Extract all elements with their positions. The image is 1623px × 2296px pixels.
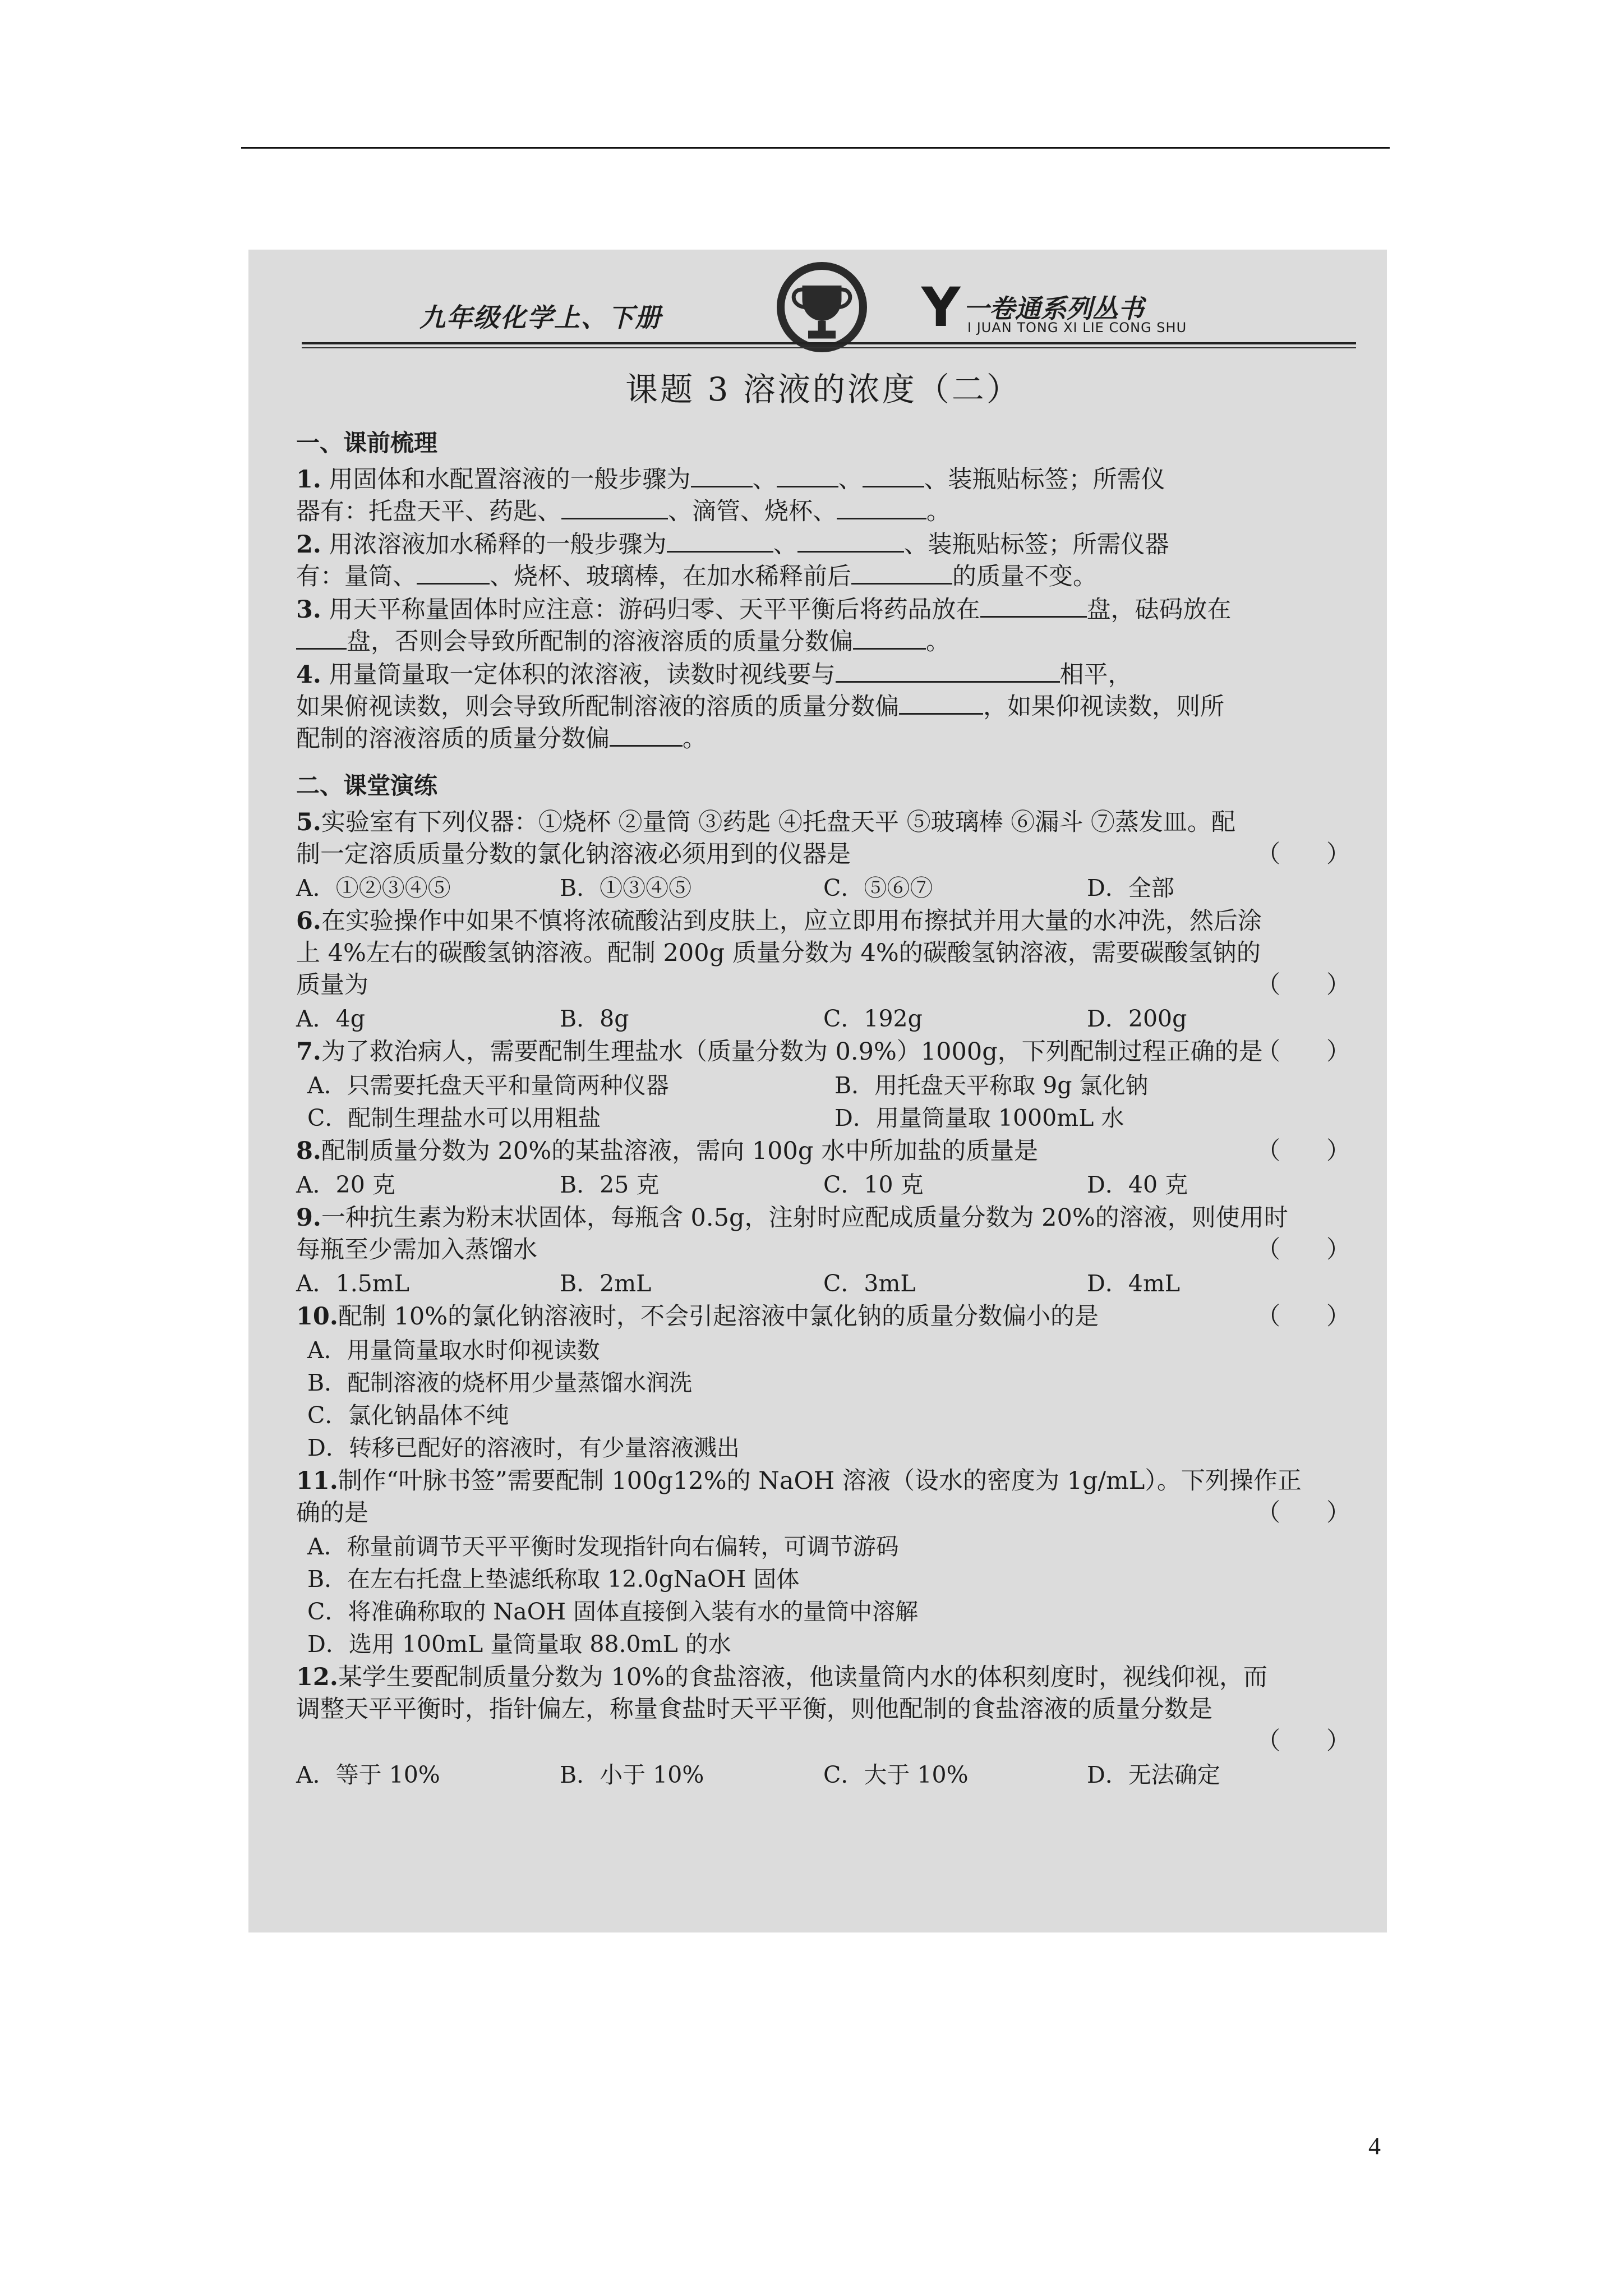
question-text: 确的是 xyxy=(296,1499,368,1527)
question-number: 3. xyxy=(296,596,321,624)
question-text: 制一定溶质质量分数的氯化钠溶液必须用到的仪器是 xyxy=(296,840,851,868)
answer-parentheses[interactable]: （ ） xyxy=(1256,840,1350,868)
worksheet-content xyxy=(296,351,1350,1791)
header-rule xyxy=(302,342,1356,344)
option-b[interactable]: B．在左右托盘上垫滤纸称取 12.0gNaOH 固体 xyxy=(307,1566,800,1593)
question-number: 5. xyxy=(296,808,321,836)
question-text: 实验室有下列仪器：①烧杯 ②量筒 ③药匙 ④托盘天平 ⑤玻璃棒 ⑥漏斗 ⑦蒸发皿。配 xyxy=(321,808,1235,836)
section-title-2: 二、课堂演练 xyxy=(296,772,438,799)
question-text: 制作“叶脉书签”需要配制 100g12%的 NaOH 溶液（设水的密度为 1g/mL）。下列操作正 xyxy=(338,1467,1302,1495)
options-row xyxy=(296,1069,1350,1102)
series-left-title: 九年级化学上、下册 xyxy=(419,302,662,333)
book-header xyxy=(248,250,1387,356)
question-text: 质量为 xyxy=(296,971,368,999)
option-d[interactable]: D．40 克 xyxy=(1087,1171,1188,1198)
question-text: 上 4%左右的碳酸氢钠溶液。配制 200g 质量分数为 4%的碳酸氢钠溶液，需要碳酸氢钠的 xyxy=(296,939,1261,967)
question-6 xyxy=(296,905,1350,1001)
option-a[interactable]: A．1.5mL xyxy=(296,1270,409,1297)
options-row xyxy=(296,1002,1350,1035)
question-9 xyxy=(296,1202,1350,1266)
question-text: 在实验操作中如果不慎将浓硫酸沾到皮肤上，应立即用布擦拭并用大量的水冲洗，然后涂 xyxy=(321,907,1262,935)
question-text: 每瓶至少需加入蒸馏水 xyxy=(296,1236,537,1264)
question-number: 2. xyxy=(296,531,321,559)
options-row xyxy=(296,1759,1350,1791)
answer-blank[interactable] xyxy=(417,564,490,585)
question-text: 为了救治病人，需要配制生理盐水（质量分数为 0.9%）1000g，下列配制过程正确的是 xyxy=(321,1038,1263,1066)
option-c[interactable]: C．大于 10% xyxy=(823,1761,969,1788)
answer-parentheses[interactable]: （ ） xyxy=(1256,1236,1350,1264)
question-number: 11. xyxy=(296,1467,338,1495)
option-d[interactable]: D．用量筒量取 1000mL 水 xyxy=(834,1105,1124,1131)
option-c[interactable]: C．⑤⑥⑦ xyxy=(823,875,933,901)
options-row xyxy=(296,1168,1350,1201)
options-row xyxy=(296,872,1350,904)
answer-blank[interactable] xyxy=(899,694,983,715)
answer-parentheses[interactable]: （ ） xyxy=(1256,1303,1350,1331)
question-number: 10. xyxy=(296,1303,338,1331)
option-d[interactable]: D．200g xyxy=(1087,1005,1187,1032)
question-10 xyxy=(296,1301,1350,1333)
question-text: 、 xyxy=(838,466,863,494)
question-number: 1. xyxy=(296,466,321,494)
option-d[interactable]: D．全部 xyxy=(1087,875,1174,901)
question-text: 用天平称量固体时应注意：游码归零、天平平衡后将药品放在 xyxy=(329,596,980,624)
option-a[interactable]: A．只需要托盘天平和量筒两种仪器 xyxy=(307,1072,669,1099)
question-text: 、装瓶贴标签；所需仪 xyxy=(924,466,1165,494)
question-5 xyxy=(296,807,1350,871)
question-text: 盘，否则会导致所配制的溶液溶质的质量分数偏 xyxy=(347,628,853,656)
page-number: 4 xyxy=(1368,2132,1381,2160)
answer-blank[interactable] xyxy=(980,597,1087,618)
question-text: 。 xyxy=(683,725,707,753)
question-text: 器有：托盘天平、药匙、 xyxy=(296,498,561,526)
question-12 xyxy=(296,1662,1350,1757)
option-a[interactable]: A．①②③④⑤ xyxy=(296,875,451,901)
answer-parentheses[interactable]: （ ） xyxy=(1256,971,1350,999)
series-right-title xyxy=(921,276,1187,339)
question-text: 、滴管、烧杯、 xyxy=(668,498,837,526)
answer-blank[interactable] xyxy=(691,467,753,487)
option-d[interactable]: D．无法确定 xyxy=(1087,1761,1220,1788)
options-row xyxy=(296,1267,1350,1300)
answer-blank[interactable] xyxy=(561,499,668,519)
question-11 xyxy=(296,1465,1350,1529)
answer-parentheses[interactable]: （ ） xyxy=(1256,1038,1350,1066)
option-c[interactable]: C．配制生理盐水可以用粗盐 xyxy=(307,1105,601,1131)
question-text: 调整天平平衡时，指针偏左，称量食盐时天平平衡，则他配制的食盐溶液的质量分数是 xyxy=(296,1695,1212,1723)
option-c[interactable]: C．10 克 xyxy=(823,1171,924,1198)
options-row xyxy=(296,1102,1350,1134)
question-text: 用量筒量取一定体积的浓溶液，读数时视线要与 xyxy=(329,661,836,689)
question-3 xyxy=(296,594,1350,658)
option-b[interactable]: B．配制溶液的烧杯用少量蒸馏水润洗 xyxy=(307,1369,693,1396)
answer-blank[interactable] xyxy=(777,467,838,487)
answer-parentheses[interactable]: （ ） xyxy=(1256,1499,1350,1527)
answer-blank[interactable] xyxy=(667,532,773,553)
question-1 xyxy=(296,464,1350,528)
question-text: 配制质量分数为 20%的某盐溶液，需向 100g 水中所加盐的质量是 xyxy=(321,1137,1039,1165)
trophy-emblem-icon xyxy=(773,258,871,356)
option-a[interactable]: A．4g xyxy=(296,1005,365,1032)
question-text: 、装瓶贴标签；所需仪器 xyxy=(903,531,1169,559)
question-text: 配制的溶液溶质的质量分数偏 xyxy=(296,725,610,753)
question-text: 、 xyxy=(773,531,797,559)
question-text: 相平， xyxy=(1059,661,1132,689)
option-b[interactable]: B．25 克 xyxy=(560,1171,660,1198)
option-d[interactable]: D．选用 100mL 量筒量取 88.0mL 的水 xyxy=(307,1631,731,1658)
question-number: 9. xyxy=(296,1204,321,1232)
question-text: 某学生要配制质量分数为 10%的食盐溶液，他读量筒内水的体积刻度时，视线仰视，而 xyxy=(338,1663,1268,1691)
question-text: 。 xyxy=(926,498,951,526)
answer-blank[interactable] xyxy=(296,629,347,650)
answer-blank[interactable] xyxy=(853,629,926,650)
question-number: 4. xyxy=(296,661,321,689)
page-top-rule xyxy=(241,147,1390,149)
question-number: 7. xyxy=(296,1038,321,1066)
question-text: 。 xyxy=(926,628,950,656)
question-number: 12. xyxy=(296,1663,338,1691)
lesson-title: 课题 3 溶液的浓度（二） xyxy=(625,370,1021,408)
question-text: 盘，砝码放在 xyxy=(1086,596,1232,624)
question-number: 6. xyxy=(296,907,321,935)
answer-parentheses[interactable]: （ ） xyxy=(1256,1137,1350,1165)
question-text: 的质量不变。 xyxy=(952,563,1097,591)
option-a[interactable]: A．等于 10% xyxy=(296,1761,440,1788)
option-b[interactable]: B．2mL xyxy=(560,1270,652,1297)
header-rule-thin xyxy=(302,347,1356,348)
question-7 xyxy=(296,1036,1350,1068)
section-title-1: 一、课前梳理 xyxy=(296,429,438,457)
option-b[interactable]: B．小于 10% xyxy=(560,1761,704,1788)
option-d[interactable]: D．4mL xyxy=(1087,1270,1181,1297)
answer-parentheses[interactable]: （ ） xyxy=(1256,1727,1350,1755)
question-text: 配制 10%的氯化钠溶液时，不会引起溶液中氯化钠的质量分数偏小的是 xyxy=(338,1303,1099,1331)
question-text: 用固体和水配置溶液的一般步骤为 xyxy=(329,466,691,494)
option-c[interactable]: C．3mL xyxy=(823,1270,916,1297)
option-c[interactable]: C．192g xyxy=(823,1005,923,1032)
option-b[interactable]: B．用托盘天平称取 9g 氯化钠 xyxy=(834,1072,1149,1099)
series-pinyin: I JUAN TONG XI LIE CONG SHU xyxy=(967,320,1187,335)
answer-blank[interactable] xyxy=(836,662,1060,683)
option-d[interactable]: D．转移已配好的溶液时，有少量溶液溅出 xyxy=(307,1434,740,1461)
answer-blank[interactable] xyxy=(863,467,924,487)
option-c[interactable]: C．将准确称取的 NaOH 固体直接倒入装有水的量筒中溶解 xyxy=(307,1598,919,1625)
question-text: 、 xyxy=(752,466,777,494)
question-text: 一种抗生素为粉末状固体，每瓶含 0.5g，注射时应配成质量分数为 20%的溶液，则使用时 xyxy=(321,1204,1288,1232)
series-name: 一卷通系列丛书 xyxy=(963,293,1144,324)
question-2 xyxy=(296,529,1350,593)
option-b[interactable]: B．①③④⑤ xyxy=(560,875,692,901)
answer-blank[interactable] xyxy=(837,499,926,519)
question-text: 、烧杯、玻璃棒，在加水稀释前后 xyxy=(490,563,851,591)
question-8 xyxy=(296,1135,1350,1167)
answer-blank[interactable] xyxy=(851,564,952,585)
question-text: 有：量筒、 xyxy=(296,563,417,591)
series-mark: Y xyxy=(921,276,961,339)
question-text: ，如果仰视读数，则所 xyxy=(983,693,1224,721)
option-b[interactable]: B．8g xyxy=(560,1005,629,1032)
answer-blank[interactable] xyxy=(797,532,904,553)
option-a[interactable]: A．用量筒量取水时仰视读数 xyxy=(307,1337,600,1364)
option-a[interactable]: A．称量前调节天平平衡时发现指针向右偏转，可调节游码 xyxy=(307,1533,899,1560)
question-text: 用浓溶液加水稀释的一般步骤为 xyxy=(329,531,667,559)
option-c[interactable]: C．氯化钠晶体不纯 xyxy=(307,1402,509,1429)
question-text: 如果俯视读数，则会导致所配制溶液的溶质的质量分数偏 xyxy=(296,693,899,721)
answer-blank[interactable] xyxy=(610,726,683,747)
scanned-worksheet xyxy=(248,250,1387,1932)
question-number: 8. xyxy=(296,1137,321,1165)
question-4 xyxy=(296,659,1350,755)
option-a[interactable]: A．20 克 xyxy=(296,1171,395,1198)
